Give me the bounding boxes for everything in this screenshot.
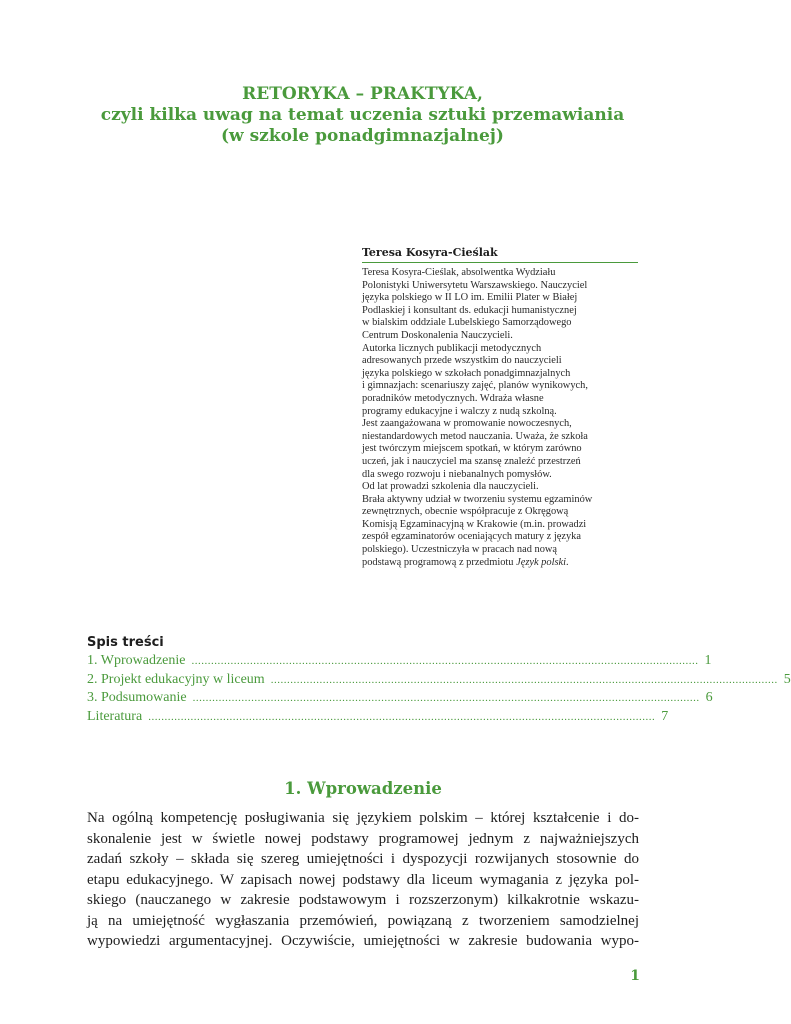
subject-name: Język polski <box>516 556 567 568</box>
toc-leader-dots: ............................................................................................................................................................ <box>148 710 656 723</box>
author-bio-line: Podlaskiej i konsultant ds. edukacji humanistycznej <box>362 304 577 316</box>
toc-item[interactable] <box>87 689 713 708</box>
toc-item[interactable] <box>87 652 712 671</box>
author-bio-line: języka polskiego w szkołach ponadgimnazjalnych <box>362 367 571 379</box>
author-bio-line: zespół egzaminatorów oceniających matury z języka <box>362 531 581 543</box>
toc-item-label[interactable]: 3. Podsumowanie <box>87 690 187 705</box>
author-bio-line: i gimnazjach: scenariuszy zajęć, planów wynikowych, <box>362 380 588 392</box>
toc-leader-dots: ............................................................................................................................................................ <box>192 692 700 704</box>
title-line-2: czyli kilka uwag na temat uczenia sztuki przemawiania <box>100 105 625 125</box>
paragraph-line: wypowiedzi argumentacyjnej. Oczywiście, umiejętności w zakresie budowania wypo- <box>87 933 639 949</box>
toc-item-page[interactable]: 1 <box>704 653 712 668</box>
title-line-1: RETORYKA – PRAKTYKA, <box>242 84 483 104</box>
toc-leader-dots: ............................................................................................................................................................ <box>191 655 699 667</box>
author-bio-last-line <box>362 557 638 570</box>
toc-item[interactable] <box>87 708 669 727</box>
toc-item[interactable] <box>87 671 791 690</box>
author-bio-line: programy edukacyjne i walczy z nudą szkolną. <box>362 405 557 417</box>
author-bio-line: zewnętrznych, obecnie współpracuje z Okręgową <box>362 506 569 518</box>
toc-item-page[interactable]: 5 <box>783 671 791 687</box>
author-bio-line: adresowanych przede wszystkim do nauczycieli <box>362 355 562 367</box>
author-bio-line: niestandardowych metod nauczania. Uważa, że szkoła <box>362 430 588 442</box>
toc-heading: Spis treści <box>87 635 164 650</box>
section-heading: 1. Wprowadzenie <box>284 779 442 798</box>
author-box <box>362 246 638 569</box>
toc-item-label[interactable]: 2. Projekt edukacyjny w liceum <box>87 671 265 687</box>
author-bio-line: Teresa Kosyra-Cieślak, absolwentka Wydziału <box>362 267 556 278</box>
author-bio-line: Polonistyki Uniwersytetu Warszawskiego. Nauczyciel <box>362 279 588 291</box>
author-bio-last-prefix: podstawą programową z przedmiotu <box>362 556 517 568</box>
toc-item-label[interactable]: Literatura <box>87 708 143 724</box>
author-bio-line: polskiego). Uczestniczyła w pracach nad nową <box>362 544 558 556</box>
author-bio-last-suffix: . <box>566 556 569 568</box>
document-title <box>60 84 665 147</box>
author-bio-line: dla swego rozwoju i niebanalnych pomysłów. <box>362 468 552 480</box>
paragraph-line: ją na umiejętność wygłaszania przemówień, powiązaną z tworzeniem samodzielnej <box>87 912 639 929</box>
author-bio-line: języka polskiego w II LO im. Emilii Plater w Białej <box>362 292 578 304</box>
paragraph-line: etapu edukacyjnego. W zapisach nowej podstawy dla liceum wymagania z języka pol- <box>87 871 639 888</box>
table-of-contents <box>87 635 791 726</box>
paragraph-line: skiego (nauczanego w zakresie podstawowym i rozszerzonym) kilkakrotnie wskazu- <box>87 892 639 908</box>
author-bio-line: Centrum Doskonalenia Nauczycieli. <box>362 329 513 341</box>
paragraph-line: zadań szkoły – składa się szereg umiejętności i dyspozycji rozwijanych stosownie do <box>87 851 639 867</box>
paragraph-line: Na ogólną kompetencję posługiwania się językiem polskim – której kształcenie i do- <box>87 810 639 826</box>
toc-leader-dots: ............................................................................................................................................................ <box>270 673 778 686</box>
paragraph-line: skonalenie jest w świetle nowej podstawy programowej jednym z najważniejszych <box>87 830 639 847</box>
author-bio-line: jest twórczym miejscem spotkań, w którym zarówno <box>362 443 582 455</box>
author-bio-line: Od lat prowadzi szkolenia dla nauczycieli. <box>362 481 539 493</box>
author-bio-line: Autorka licznych publikacji metodycznych <box>362 342 542 354</box>
toc-item-label[interactable]: 1. Wprowadzenie <box>87 653 186 668</box>
toc-item-page[interactable]: 7 <box>661 708 669 724</box>
author-bio-line: Jest zaangażowana w promowanie nowoczesnych, <box>362 418 572 430</box>
body-paragraph <box>87 808 639 952</box>
author-bio <box>362 267 638 569</box>
author-bio-line: Komisją Egzaminacyjną w Krakowie (m.in. prowadzi <box>362 518 587 530</box>
author-bio-line: uczeń, jak i nauczyciel ma szansę znaleźć przestrzeń <box>362 455 581 467</box>
author-bio-line: w bialskim oddziale Lubelskiego Samorządowego <box>362 317 572 329</box>
title-line-3: (w szkole ponadgimnazjalnej) <box>221 126 504 146</box>
author-bio-line: poradników metodycznych. Wdraża własne <box>362 392 544 404</box>
author-name: Teresa Kosyra-Cieślak <box>362 246 638 263</box>
toc-item-page[interactable]: 6 <box>705 690 713 705</box>
author-bio-line: Brała aktywny udział w tworzeniu systemu egzaminów <box>362 493 593 505</box>
page-number: 1 <box>630 968 640 984</box>
